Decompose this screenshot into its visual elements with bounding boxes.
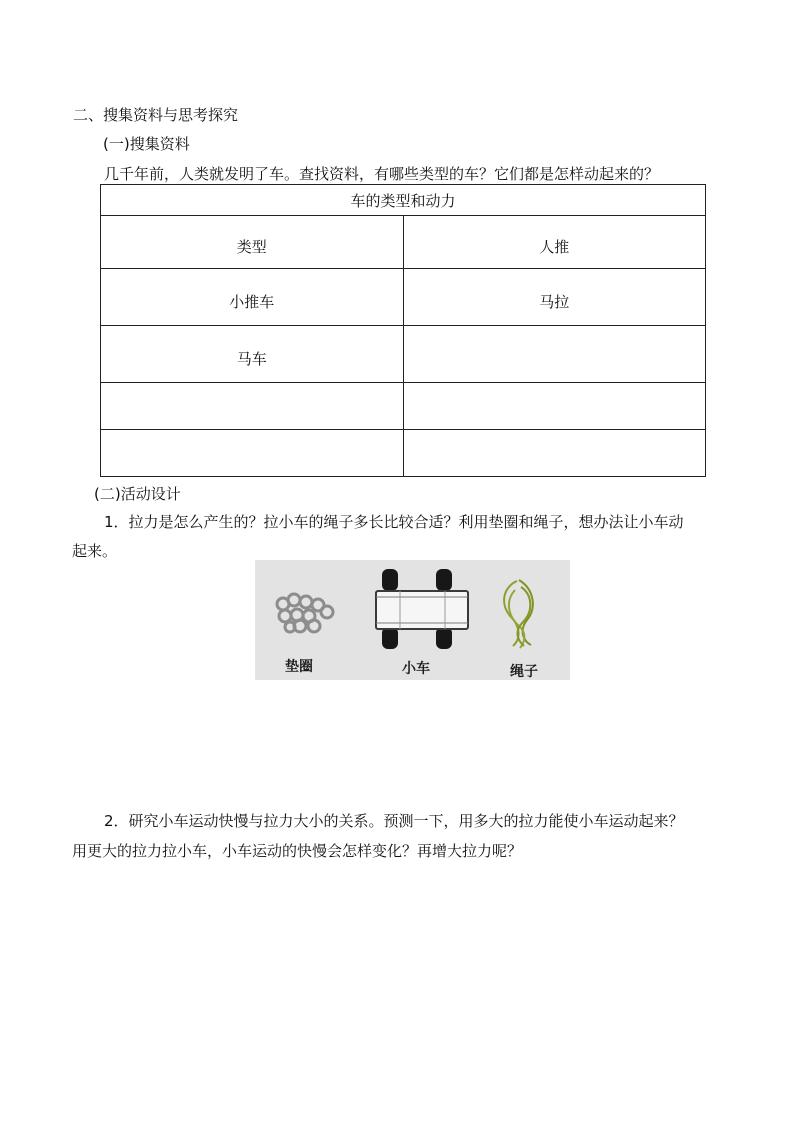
table-cell-text: 类型 [236, 237, 267, 256]
table-cell-text: 马拉 [539, 292, 570, 311]
table-cell [403, 216, 706, 269]
toy-car-label: 小车 [402, 661, 430, 677]
table-cell [403, 326, 706, 383]
rope-label: 绳子 [510, 664, 538, 680]
intro-paragraph: 几千年前，人类就发明了车。查找资料，有哪些类型的车？它们都是怎样动起来的？ [104, 165, 660, 183]
table-caption: 车的类型和动力 [101, 185, 706, 216]
table-cell [101, 269, 404, 326]
question-1-line-1: 1．拉力是怎么产生的？拉小车的绳子多长比较合适？利用垫圈和绳子，想办法让小车动 [104, 513, 684, 531]
table-cell-text: 小推车 [229, 292, 275, 311]
section-title: 二、搜集资料与思考探究 [73, 106, 239, 124]
table-row [101, 269, 706, 326]
table-row [101, 216, 706, 269]
table-cell [101, 383, 404, 430]
table-cell [403, 383, 706, 430]
table-cell [403, 430, 706, 477]
table-cell [101, 326, 404, 383]
table-row [101, 383, 706, 430]
collect-info-subtitle: (一)搜集资料 [103, 135, 190, 153]
table-cell-text: 人推 [539, 237, 570, 256]
question-2-line-2: 用更大的拉力拉小车，小车运动的快慢会怎样变化？再增大拉力呢？ [72, 842, 523, 860]
table-row [101, 430, 706, 477]
question-2-line-1: 2．研究小车运动快慢与拉力大小的关系。预测一下，用多大的拉力能使小车运动起来？ [104, 812, 684, 830]
table-cell-text: 马车 [236, 349, 267, 368]
table-row [101, 326, 706, 383]
washers-label: 垫圈 [285, 659, 313, 675]
table-cell [101, 430, 404, 477]
question-1-line-2: 起来。 [72, 542, 118, 560]
table-caption-row [101, 185, 706, 216]
activity-design-subtitle: (二)活动设计 [94, 485, 181, 503]
table-cell [101, 216, 404, 269]
materials-photo [255, 560, 570, 680]
vehicle-type-power-table [100, 184, 706, 474]
table-cell [403, 269, 706, 326]
vehicle-table [100, 184, 706, 477]
